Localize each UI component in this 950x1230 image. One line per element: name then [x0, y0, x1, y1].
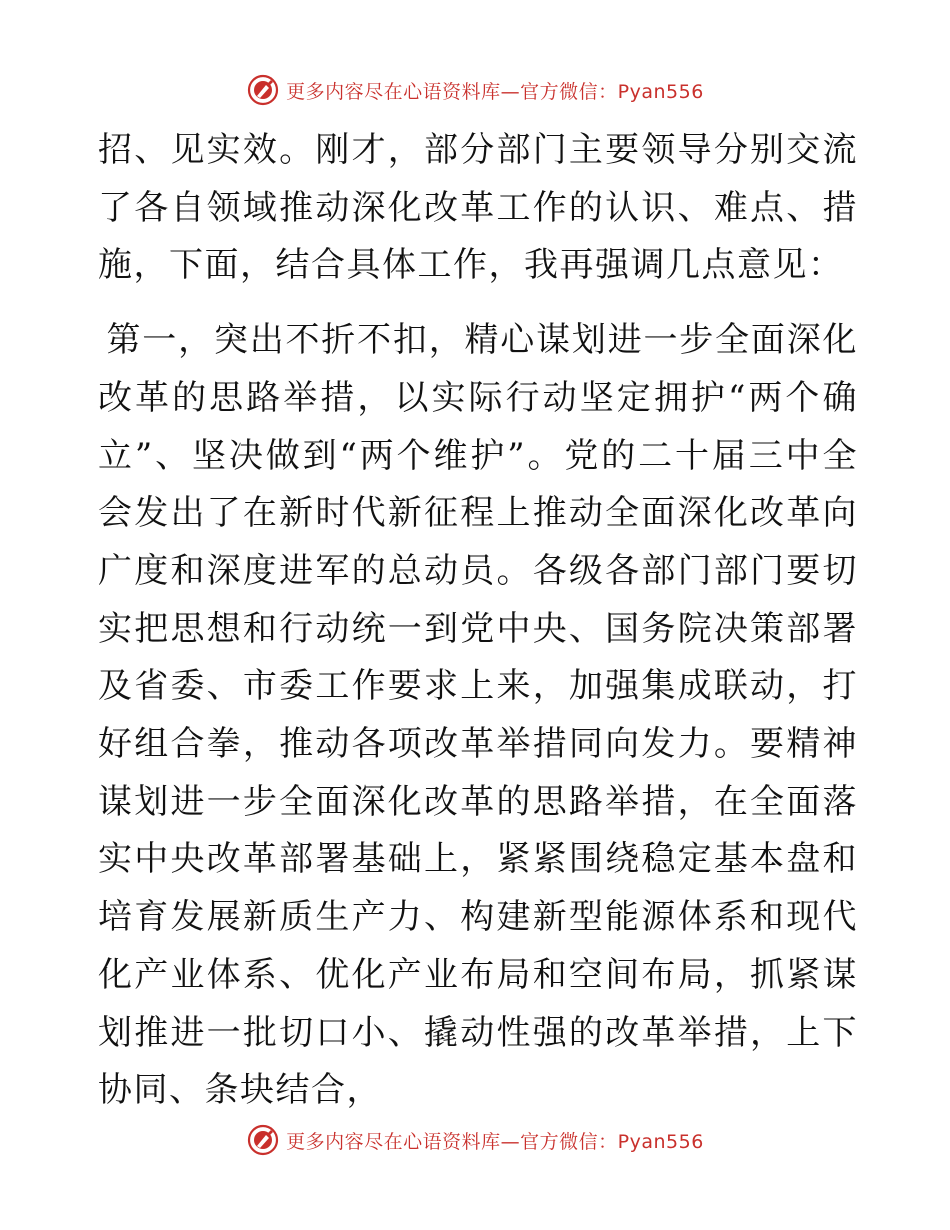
body-paragraph-2: 第一，突出不折不扣，精心谋划进一步全面深化改革的思路举措，以实际行动坚定拥护“两个确立”、坚决做到“两个维护”。党的二十届三中全会发出了在新时代新征程上推动全面深化改革向广度和深度进军的总动员。各级各部门部门要切实把思想和行动统一到党中央、国务院决策部署及省委、市委工作要求上来，加强集成联动，打好组合拳，推动各项改革举措同向发力。要精神谋划进一步全面深化改革的思路举措，在全面落实中央改革部署基础上，紧紧围绕稳定基本盘和培育发展新质生产力、构建新型能源体系和现代化产业体系、优化产业布局和空间布局，抓紧谋划推进一批切口小、撬动性强的改革举措，上下协同、条块结合， — [98, 320, 858, 1111]
pen-nib-circle-icon — [246, 1123, 280, 1157]
header-banner-text: 更多内容尽在心语资料库—官方微信：Pyan556 — [286, 80, 704, 103]
header-banner — [0, 70, 950, 110]
pen-nib-circle-icon — [246, 73, 280, 107]
body-paragraph-1: 招、见实效。刚才，部分部门主要领导分别交流了各自领域推动深化改革工作的认识、难点、措施，下面，结合具体工作，我再强调几点意见： — [98, 130, 858, 286]
document-body — [98, 122, 858, 1120]
footer-banner-text: 更多内容尽在心语资料库—官方微信：Pyan556 — [286, 1130, 704, 1153]
footer-banner — [0, 1120, 950, 1160]
